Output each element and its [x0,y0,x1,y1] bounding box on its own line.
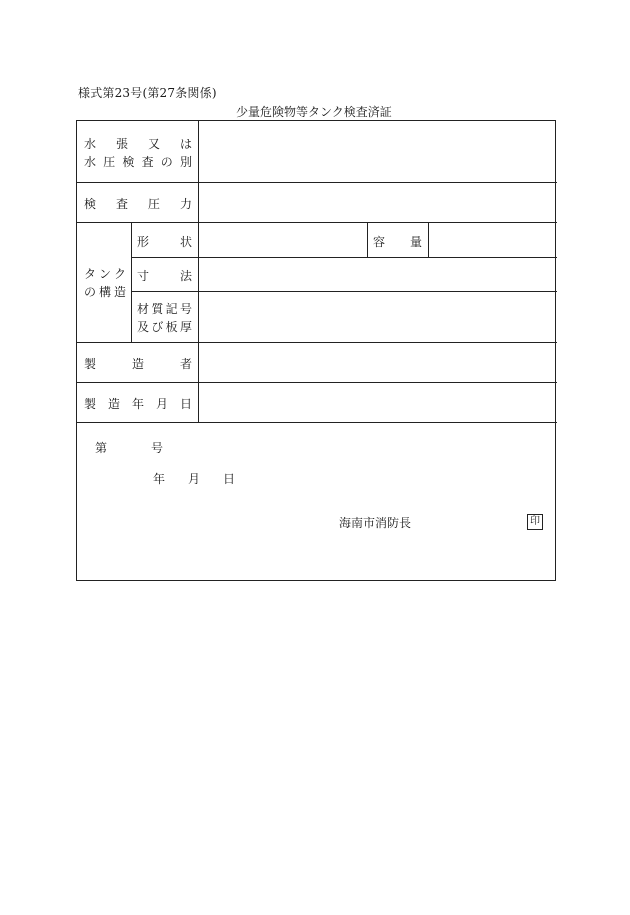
certificate-date [153,470,235,487]
char: 査 [115,197,128,211]
char: 別 [179,154,192,169]
label-line [84,264,126,282]
seal-mark: 印 [527,514,543,530]
char: ン [98,266,111,281]
char: タ [84,266,97,281]
row-divider [77,182,557,183]
char: 検 [84,197,97,211]
char: 質 [151,301,164,316]
label-water-or-pressure-test [84,134,192,170]
label-capacity [373,233,422,250]
char: 年 [153,472,166,486]
char: 水 [84,154,97,169]
char: 号 [150,441,163,455]
label-dimensions [137,267,192,284]
label-line [84,282,126,300]
char: 寸 [137,269,150,283]
char: 製 [84,397,97,411]
row-divider [77,342,557,343]
char: 造 [107,397,120,411]
char: 材 [137,301,150,316]
char: 量 [409,235,422,249]
label-material-thickness [137,299,192,335]
row-divider [77,222,557,223]
label-line [137,299,192,317]
char: 造 [131,357,144,371]
label-manufacture-date [84,395,192,412]
certificate-number [95,439,163,456]
row-divider [77,382,557,383]
document-title: 少量危険物等タンク検査済証 [236,105,392,119]
char: び [151,319,164,334]
row-divider [131,257,557,258]
label-inspection-pressure [84,195,192,212]
char: 板 [165,319,178,334]
char: 容 [373,235,386,249]
char: 及 [137,319,150,334]
char: 記 [165,301,178,316]
char: 張 [115,136,128,151]
char: の [160,154,173,169]
label-shape [137,233,192,250]
char: 圧 [103,154,116,169]
char: 第 [95,441,108,455]
char: 号 [179,301,192,316]
char: 構 [98,284,111,299]
label-line [84,152,192,170]
char: 月 [187,472,200,486]
char: 月 [155,397,168,411]
char: の [84,284,97,299]
char: 力 [179,197,192,211]
form-number: 様式第23号(第27条関係) [78,86,217,100]
inspection-form [76,120,556,581]
char: ク [113,266,126,281]
char: 査 [141,154,154,169]
char: 日 [179,397,192,411]
char: 水 [84,136,97,151]
label-line [84,134,192,152]
char: 造 [113,284,126,299]
char: 圧 [147,197,160,211]
char: 製 [84,357,97,371]
column-divider [198,121,199,422]
char: 法 [179,269,192,283]
char: は [179,136,192,151]
char: 厚 [179,319,192,334]
char: 形 [137,235,150,249]
column-divider [367,222,368,257]
row-divider [77,422,557,423]
row-divider [131,291,557,292]
column-divider [131,222,132,342]
issuer-fire-chief: 海南市消防長 [339,516,412,530]
char: 検 [122,154,135,169]
char: 状 [179,235,192,249]
label-tank-structure [84,264,126,300]
label-manufacturer [84,355,192,372]
column-divider [428,222,429,257]
char: 又 [147,136,160,151]
label-line [137,317,192,335]
char: 者 [179,357,192,371]
char: 日 [222,472,235,486]
char: 年 [131,397,144,411]
